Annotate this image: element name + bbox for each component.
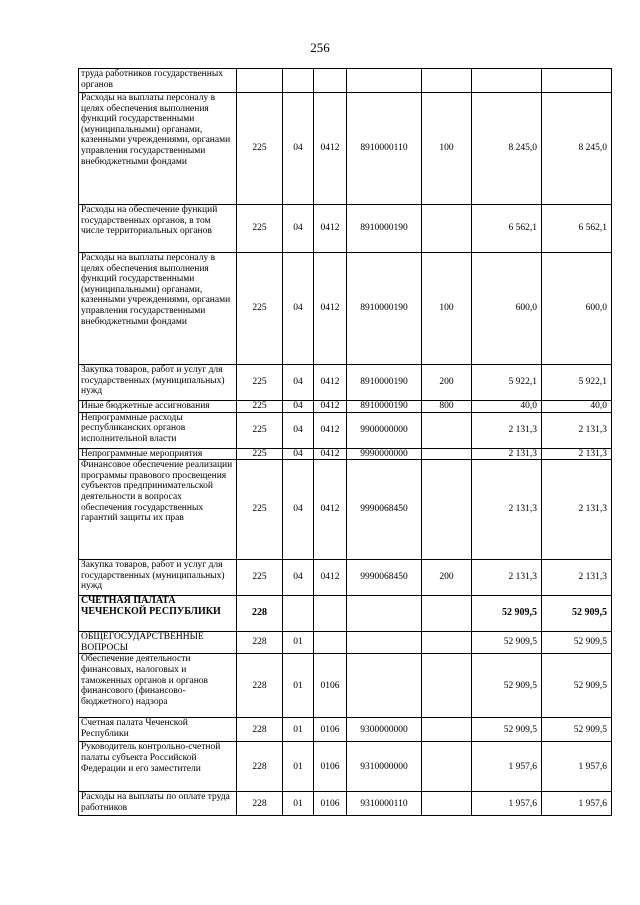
table-row [79,448,612,460]
table-row [79,654,612,718]
table-body [79,69,612,816]
row-amount-1: 2 131,3 [472,412,542,448]
row-expense-type-code: 200 [422,365,472,401]
row-expense-type-code [422,718,472,742]
row-expense-type-code [422,412,472,448]
table-row [79,632,612,654]
row-section-code: 04 [283,448,314,460]
row-amount-2: 5 922,1 [542,365,612,401]
row-section-code: 04 [283,205,314,253]
row-subsection-code: 0412 [314,205,347,253]
row-glav-code [237,69,283,93]
row-amount-2: 40,0 [542,401,612,413]
row-glav-code: 225 [237,93,283,205]
row-name: Иные бюджетные ассигнования [79,401,237,413]
table-row [79,742,612,792]
row-amount-1 [472,69,542,93]
row-glav-code: 225 [237,560,283,596]
row-amount-1: 1 957,6 [472,742,542,792]
table-row [79,560,612,596]
row-subsection-code: 0412 [314,412,347,448]
row-name: Закупка товаров, работ и услуг для государственных (муниципальных) нужд [79,365,237,401]
row-subsection-code: 0412 [314,401,347,413]
row-name: Расходы на выплаты персоналу в целях обеспечения выполнения функций государственными (муниципальными) органами, казенными учреждениями, органами управления государственными внебюджетными фондами [79,93,237,205]
row-subsection-code: 0106 [314,792,347,816]
row-glav-code: 225 [237,253,283,365]
row-section-code: 01 [283,742,314,792]
table-row [79,93,612,205]
row-amount-2: 2 131,3 [542,412,612,448]
row-section-code: 01 [283,792,314,816]
table-row [79,792,612,816]
row-section-code: 04 [283,93,314,205]
row-amount-2: 52 909,5 [542,596,612,632]
row-section-code: 01 [283,654,314,718]
row-target-article-code: 8910000190 [347,365,422,401]
row-expense-type-code: 200 [422,560,472,596]
row-section-code: 04 [283,365,314,401]
row-target-article-code [347,654,422,718]
row-amount-2: 52 909,5 [542,654,612,718]
row-name: СЧЕТНАЯ ПАЛАТА ЧЕЧЕНСКОЙ РЕСПУБЛИКИ [79,596,237,632]
row-name: Расходы на выплаты персоналу в целях обеспечения выполнения функций государственными (муниципальными) органами, казенными учреждениями, органами управления государственными внебюджетными фондами [79,253,237,365]
row-amount-2: 52 909,5 [542,632,612,654]
row-target-article-code: 9310000000 [347,742,422,792]
row-name: Руководитель контрольно-счетной палаты субъекта Российской Федерации и его заместители [79,742,237,792]
table-row [79,253,612,365]
row-section-code [283,596,314,632]
row-target-article-code: 9900000000 [347,412,422,448]
row-amount-1: 8 245,0 [472,93,542,205]
table-row [79,365,612,401]
row-name: Расходы на обеспечение функций государственных органов, в том числе территориальных органов [79,205,237,253]
row-target-article-code [347,69,422,93]
row-amount-2: 52 909,5 [542,718,612,742]
row-glav-code: 225 [237,448,283,460]
row-section-code: 04 [283,560,314,596]
row-section-code: 04 [283,401,314,413]
row-amount-1: 5 922,1 [472,365,542,401]
row-amount-1: 52 909,5 [472,654,542,718]
row-target-article-code: 9990000000 [347,448,422,460]
row-amount-1: 2 131,3 [472,460,542,560]
row-glav-code: 225 [237,365,283,401]
row-amount-2: 600,0 [542,253,612,365]
row-amount-1: 6 562,1 [472,205,542,253]
row-subsection-code [314,69,347,93]
row-expense-type-code [422,632,472,654]
row-subsection-code: 0412 [314,560,347,596]
row-expense-type-code: 100 [422,253,472,365]
table-row [79,460,612,560]
row-section-code [283,69,314,93]
row-section-code: 04 [283,460,314,560]
row-target-article-code: 8910000190 [347,253,422,365]
row-glav-code: 228 [237,596,283,632]
row-amount-2: 2 131,3 [542,448,612,460]
row-name: Обеспечение деятельности финансовых, налоговых и таможенных органов и органов финансового (финансово-бюджетного) надзора [79,654,237,718]
row-expense-type-code [422,69,472,93]
row-subsection-code [314,632,347,654]
row-target-article-code: 9300000000 [347,718,422,742]
row-target-article-code: 8910000190 [347,401,422,413]
row-section-code: 04 [283,412,314,448]
row-amount-1: 52 909,5 [472,632,542,654]
row-subsection-code: 0106 [314,654,347,718]
row-name: Непрограммные расходы республиканских органов исполнительной власти [79,412,237,448]
row-amount-1: 2 131,3 [472,448,542,460]
row-name: ОБЩЕГОСУДАРСТВЕННЫЕ ВОПРОСЫ [79,632,237,654]
row-expense-type-code [422,742,472,792]
row-target-article-code: 9990068450 [347,460,422,560]
row-target-article-code: 9310000110 [347,792,422,816]
row-amount-2: 6 562,1 [542,205,612,253]
row-subsection-code: 0106 [314,742,347,792]
row-glav-code: 228 [237,632,283,654]
row-name: труда работников государственных органов [79,69,237,93]
row-amount-2 [542,69,612,93]
row-amount-1: 600,0 [472,253,542,365]
row-subsection-code: 0412 [314,448,347,460]
row-subsection-code: 0106 [314,718,347,742]
row-expense-type-code: 100 [422,93,472,205]
row-glav-code: 225 [237,401,283,413]
row-target-article-code: 8910000190 [347,205,422,253]
row-amount-1: 40,0 [472,401,542,413]
row-expense-type-code [422,205,472,253]
row-section-code: 04 [283,253,314,365]
row-expense-type-code [422,596,472,632]
page-number: 256 [310,40,330,55]
row-target-article-code [347,632,422,654]
row-name: Непрограммные мероприятия [79,448,237,460]
row-subsection-code: 0412 [314,460,347,560]
row-subsection-code: 0412 [314,365,347,401]
row-section-code: 01 [283,718,314,742]
row-expense-type-code [422,460,472,560]
row-amount-2: 2 131,3 [542,560,612,596]
row-glav-code: 225 [237,412,283,448]
budget-table [78,68,612,816]
table-row [79,412,612,448]
row-expense-type-code [422,654,472,718]
row-amount-2: 2 131,3 [542,460,612,560]
table-row [79,205,612,253]
row-target-article-code [347,596,422,632]
row-glav-code: 228 [237,654,283,718]
row-glav-code: 228 [237,742,283,792]
row-amount-2: 1 957,6 [542,742,612,792]
row-name: Счетная палата Чеченской Республики [79,718,237,742]
row-amount-2: 1 957,6 [542,792,612,816]
row-expense-type-code [422,448,472,460]
row-glav-code: 228 [237,718,283,742]
table-row [79,596,612,632]
row-name: Финансовое обеспечение реализации программы правового просвещения субъектов предпринимательской деятельности в вопросах обеспечения государственных гарантий защиты их прав [79,460,237,560]
row-amount-1: 1 957,6 [472,792,542,816]
row-name: Закупка товаров, работ и услуг для государственных (муниципальных) нужд [79,560,237,596]
row-subsection-code [314,596,347,632]
row-amount-1: 52 909,5 [472,596,542,632]
row-glav-code: 225 [237,460,283,560]
table-row [79,718,612,742]
row-expense-type-code: 800 [422,401,472,413]
row-glav-code: 225 [237,205,283,253]
row-subsection-code: 0412 [314,93,347,205]
row-expense-type-code [422,792,472,816]
row-subsection-code: 0412 [314,253,347,365]
row-name: Расходы на выплаты по оплате труда работников [79,792,237,816]
row-glav-code: 228 [237,792,283,816]
row-target-article-code: 8910000110 [347,93,422,205]
row-amount-1: 52 909,5 [472,718,542,742]
row-amount-1: 2 131,3 [472,560,542,596]
row-target-article-code: 9990068450 [347,560,422,596]
table-row [79,69,612,93]
row-section-code: 01 [283,632,314,654]
row-amount-2: 8 245,0 [542,93,612,205]
table-row [79,401,612,413]
